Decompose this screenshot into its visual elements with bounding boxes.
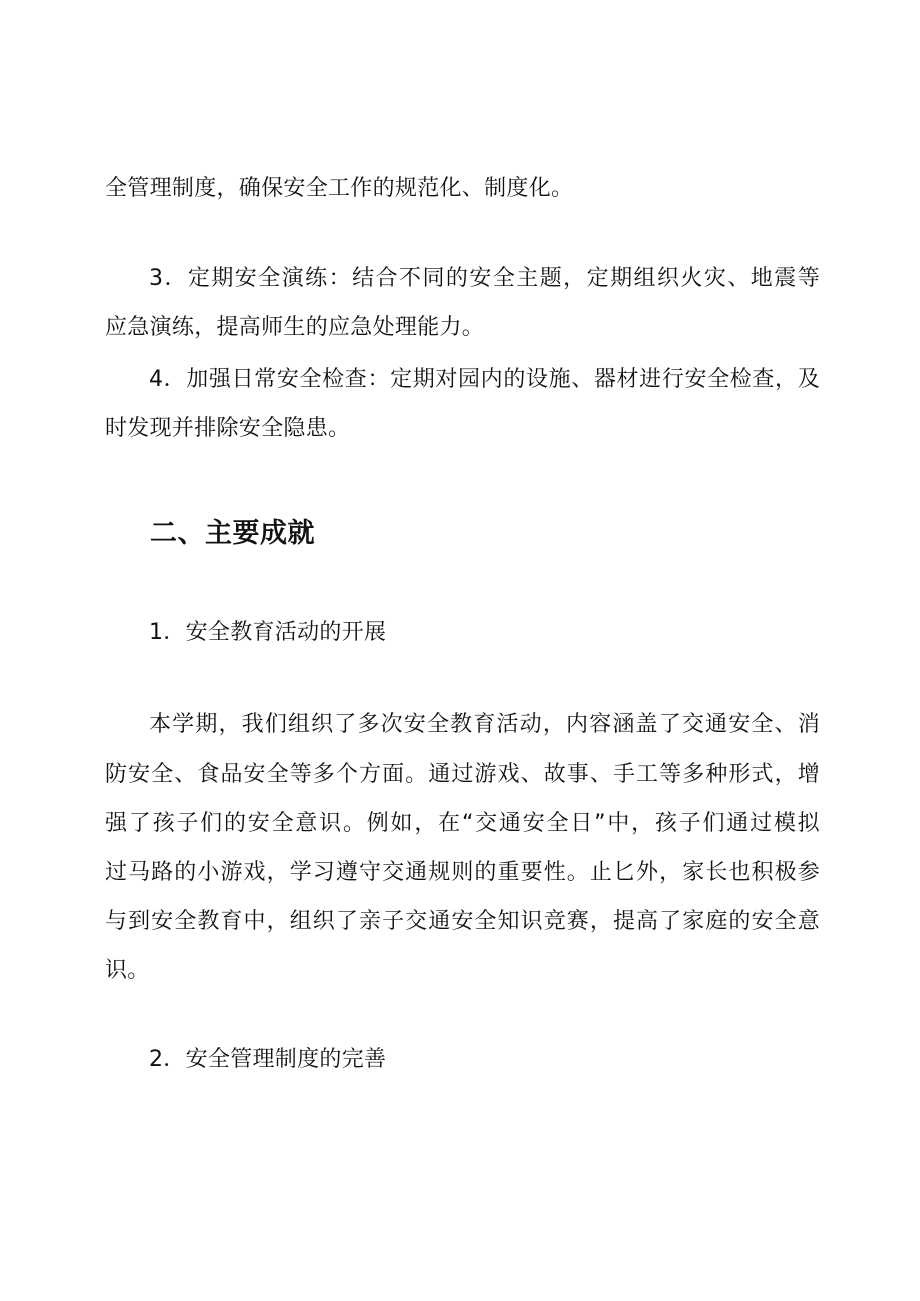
subsection-title-2: 2．安全管理制度的完善 [149, 1047, 387, 1072]
section-heading: 二、主要成就 [150, 518, 315, 549]
body-line-2: 防安全、食品安全等多个方面。通过游戏、故事、手工等多种形式，增 [105, 762, 820, 787]
body-line-4: 过马路的小游戏，学习遵守交通规则的重要性。止匕外，家长也积极参 [105, 860, 820, 885]
measure-3-line-2: 应急演练，提高师生的应急处理能力。 [105, 315, 485, 340]
measure-4-line-2: 时发现并排除安全隐患。 [105, 416, 351, 441]
body-line-6: 识。 [105, 958, 150, 983]
body-line-5: 与到安全教育中，组织了亲子交通安全知识竞赛，提高了家庭的安全意 [105, 909, 820, 934]
paragraph-line: 全管理制度，确保安全工作的规范化、制度化。 [105, 176, 574, 201]
body-line-1: 本学期，我们组织了多次安全教育活动，内容涵盖了交通安全、消 [149, 712, 820, 737]
body-line-3: 强了孩子们的安全意识。例如，在“交通安全日”中，孩子们通过模拟 [105, 811, 820, 836]
measure-3-line-1: 3．定期安全演练：结合不同的安全主题，定期组织火灾、地震等 [149, 266, 820, 291]
subsection-title-1: 1．安全教育活动的开展 [149, 620, 387, 645]
measure-4-line-1: 4．加强日常安全检查：定期对园内的设施、器材进行安全检查，及 [149, 367, 820, 392]
